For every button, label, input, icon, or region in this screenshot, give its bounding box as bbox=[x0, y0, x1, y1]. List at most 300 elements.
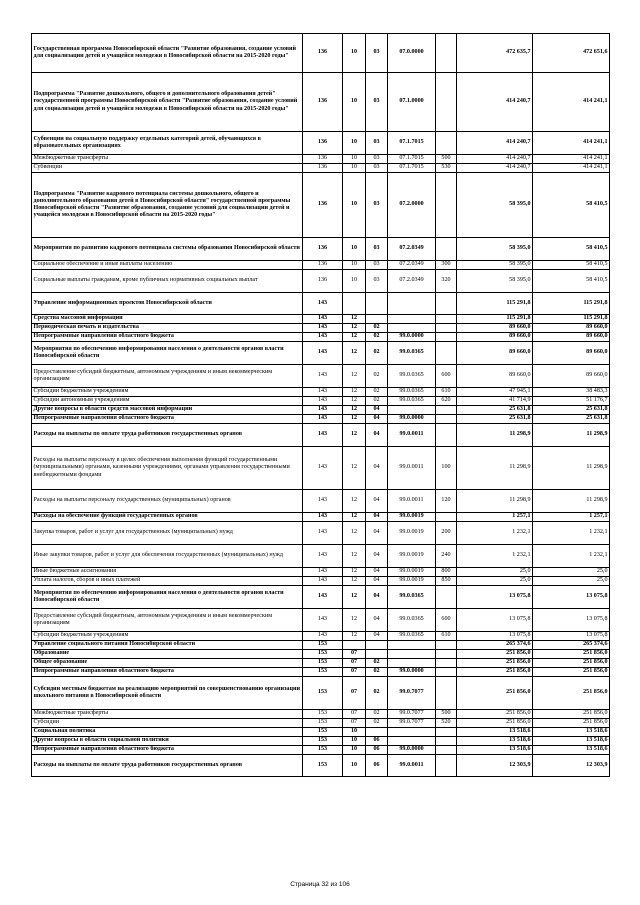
row-gr: 143 bbox=[303, 586, 343, 609]
table-row bbox=[32, 755, 610, 777]
row-sum-2016: 89 660,0 bbox=[457, 324, 533, 333]
table-row bbox=[32, 746, 610, 755]
row-rz: 07 bbox=[343, 710, 366, 719]
row-sum-2017: 472 651,6 bbox=[533, 34, 610, 73]
row-rz: 10 bbox=[343, 755, 366, 777]
row-name: Субсидии автономным учреждениям bbox=[32, 397, 303, 406]
row-rz: 12 bbox=[343, 513, 366, 522]
row-gr: 153 bbox=[303, 677, 343, 710]
row-csr: 99.0.0365 bbox=[388, 365, 436, 388]
row-vr: 620 bbox=[436, 397, 457, 406]
row-csr: 99.0.7077 bbox=[388, 677, 436, 710]
row-vr bbox=[436, 746, 457, 755]
row-pr: 03 bbox=[366, 73, 388, 132]
row-sum-2016: 25 631,8 bbox=[457, 406, 533, 415]
row-sum-2016: 251 856,0 bbox=[457, 650, 533, 659]
row-sum-2016: 58 395,0 bbox=[457, 261, 533, 270]
table-row bbox=[32, 728, 610, 737]
row-name: Управление информационных проектов Новосибирской области bbox=[32, 293, 303, 315]
row-sum-2016: 25,0 bbox=[457, 568, 533, 577]
row-pr: 03 bbox=[366, 270, 388, 293]
row-pr: 04 bbox=[366, 513, 388, 522]
row-pr: 02 bbox=[366, 719, 388, 728]
row-gr: 143 bbox=[303, 324, 343, 333]
row-csr: 99.0.0365 bbox=[388, 397, 436, 406]
row-sum-2017: 13 518,6 bbox=[533, 737, 610, 746]
row-sum-2016: 265 374,6 bbox=[457, 641, 533, 650]
table-row bbox=[32, 73, 610, 132]
row-pr: 02 bbox=[366, 333, 388, 342]
row-csr: 07.2.0000 bbox=[388, 173, 436, 238]
row-sum-2016: 251 856,0 bbox=[457, 677, 533, 710]
row-pr bbox=[366, 650, 388, 659]
row-sum-2016: 13 075,8 bbox=[457, 609, 533, 632]
row-pr: 06 bbox=[366, 737, 388, 746]
row-sum-2016: 89 660,0 bbox=[457, 365, 533, 388]
row-rz: 12 bbox=[343, 342, 366, 365]
row-sum-2016: 1 232,1 bbox=[457, 522, 533, 545]
row-sum-2016: 414 240,7 bbox=[457, 73, 533, 132]
table-row bbox=[32, 342, 610, 365]
row-gr: 153 bbox=[303, 659, 343, 668]
table-body bbox=[32, 34, 610, 777]
row-name: Субсидии бюджетным учреждениям bbox=[32, 632, 303, 641]
row-pr: 04 bbox=[366, 545, 388, 568]
budget-table-container bbox=[31, 33, 609, 777]
row-sum-2016: 1 232,1 bbox=[457, 545, 533, 568]
row-rz: 10 bbox=[343, 132, 366, 155]
row-sum-2016: 89 660,0 bbox=[457, 342, 533, 365]
row-rz: 12 bbox=[343, 490, 366, 513]
table-row bbox=[32, 155, 610, 164]
row-sum-2017: 13 518,6 bbox=[533, 746, 610, 755]
row-csr: 99.0.0000 bbox=[388, 333, 436, 342]
row-vr bbox=[436, 315, 457, 324]
page-number: Страница 32 из 106 bbox=[290, 881, 350, 888]
row-csr: 99.0.7077 bbox=[388, 710, 436, 719]
table-row bbox=[32, 365, 610, 388]
row-gr: 136 bbox=[303, 132, 343, 155]
row-name: Социальные выплаты гражданам, кроме публичных нормативных социальных выплат bbox=[32, 270, 303, 293]
row-rz: 12 bbox=[343, 397, 366, 406]
row-name: Непрограммные направления областного бюджета bbox=[32, 415, 303, 424]
table-row bbox=[32, 586, 610, 609]
row-rz: 07 bbox=[343, 677, 366, 710]
row-sum-2016: 251 856,0 bbox=[457, 659, 533, 668]
row-pr bbox=[366, 728, 388, 737]
table-row bbox=[32, 397, 610, 406]
row-csr bbox=[388, 406, 436, 415]
row-gr: 153 bbox=[303, 737, 343, 746]
table-row bbox=[32, 293, 610, 315]
row-name: Субвенции на социальную поддержку отдельных категорий детей, обучающихся в образовательных организациях bbox=[32, 132, 303, 155]
row-csr: 07.2.0349 bbox=[388, 270, 436, 293]
row-csr: 99.0.0019 bbox=[388, 513, 436, 522]
row-gr: 143 bbox=[303, 342, 343, 365]
row-pr: 04 bbox=[366, 406, 388, 415]
row-name: Закупка товаров, работ и услуг для государственных (муниципальных) нужд bbox=[32, 522, 303, 545]
row-sum-2017: 11 298,9 bbox=[533, 424, 610, 447]
row-rz: 10 bbox=[343, 173, 366, 238]
row-name: Уплата налогов, сборов и иных платежей bbox=[32, 577, 303, 586]
row-sum-2017: 1 232,1 bbox=[533, 522, 610, 545]
row-pr: 02 bbox=[366, 677, 388, 710]
row-pr: 04 bbox=[366, 577, 388, 586]
row-sum-2017: 251 856,0 bbox=[533, 677, 610, 710]
row-name: Непрограммные направления областного бюджета bbox=[32, 746, 303, 755]
row-rz: 07 bbox=[343, 668, 366, 677]
row-sum-2017: 58 410,5 bbox=[533, 238, 610, 261]
row-csr: 07.0.0000 bbox=[388, 34, 436, 73]
row-gr: 143 bbox=[303, 447, 343, 490]
row-pr: 02 bbox=[366, 388, 388, 397]
row-pr: 04 bbox=[366, 415, 388, 424]
row-pr: 04 bbox=[366, 447, 388, 490]
row-sum-2016: 47 945,1 bbox=[457, 388, 533, 397]
row-name: Расходы на выплаты по оплате труда работников государственных органов bbox=[32, 424, 303, 447]
row-gr: 153 bbox=[303, 755, 343, 777]
table-row bbox=[32, 641, 610, 650]
row-pr: 04 bbox=[366, 424, 388, 447]
row-rz bbox=[343, 641, 366, 650]
row-sum-2017: 265 374,6 bbox=[533, 641, 610, 650]
row-rz: 10 bbox=[343, 728, 366, 737]
row-sum-2017: 89 660,0 bbox=[533, 333, 610, 342]
row-sum-2017: 414 241,1 bbox=[533, 132, 610, 155]
row-rz: 10 bbox=[343, 261, 366, 270]
row-rz: 10 bbox=[343, 73, 366, 132]
row-name: Другие вопросы в области средств массовой информации bbox=[32, 406, 303, 415]
row-sum-2017: 1 257,1 bbox=[533, 513, 610, 522]
row-csr: 07.1.7015 bbox=[388, 132, 436, 155]
row-rz: 10 bbox=[343, 737, 366, 746]
row-csr: 99.0.0011 bbox=[388, 490, 436, 513]
row-sum-2016: 13 075,8 bbox=[457, 632, 533, 641]
row-pr: 04 bbox=[366, 568, 388, 577]
row-sum-2017: 58 410,5 bbox=[533, 173, 610, 238]
table-row bbox=[32, 164, 610, 173]
row-rz: 10 bbox=[343, 270, 366, 293]
row-gr: 143 bbox=[303, 522, 343, 545]
row-csr: 99.0.0365 bbox=[388, 388, 436, 397]
row-vr: 600 bbox=[436, 609, 457, 632]
table-row bbox=[32, 415, 610, 424]
row-vr: 520 bbox=[436, 719, 457, 728]
row-name: Другие вопросы в области социальной политики bbox=[32, 737, 303, 746]
row-name: Предоставление субсидий бюджетным, автономным учреждениям и иным некоммерческим организациям bbox=[32, 365, 303, 388]
row-name: Управление социального питания Новосибирской области bbox=[32, 641, 303, 650]
row-csr: 99.0.0019 bbox=[388, 577, 436, 586]
table-row bbox=[32, 333, 610, 342]
row-pr: 03 bbox=[366, 261, 388, 270]
table-row bbox=[32, 577, 610, 586]
row-vr: 300 bbox=[436, 261, 457, 270]
row-sum-2016: 251 856,0 bbox=[457, 668, 533, 677]
row-pr: 02 bbox=[366, 659, 388, 668]
row-rz: 12 bbox=[343, 568, 366, 577]
row-gr: 153 bbox=[303, 710, 343, 719]
row-sum-2017: 58 410,5 bbox=[533, 261, 610, 270]
row-gr: 136 bbox=[303, 155, 343, 164]
table-row bbox=[32, 522, 610, 545]
row-gr: 143 bbox=[303, 513, 343, 522]
row-sum-2017: 13 075,8 bbox=[533, 586, 610, 609]
row-sum-2016: 1 257,1 bbox=[457, 513, 533, 522]
row-sum-2016: 251 856,0 bbox=[457, 710, 533, 719]
row-csr bbox=[388, 650, 436, 659]
row-sum-2016: 251 856,0 bbox=[457, 719, 533, 728]
table-row bbox=[32, 34, 610, 73]
row-name: Иные закупки товаров, работ и услуг для обеспечения государственных (муниципальных) нужд bbox=[32, 545, 303, 568]
row-gr: 136 bbox=[303, 164, 343, 173]
row-pr: 04 bbox=[366, 522, 388, 545]
row-vr: 600 bbox=[436, 365, 457, 388]
row-rz: 12 bbox=[343, 424, 366, 447]
row-vr: 320 bbox=[436, 270, 457, 293]
row-vr bbox=[436, 728, 457, 737]
row-gr: 136 bbox=[303, 73, 343, 132]
table-row bbox=[32, 238, 610, 261]
row-vr bbox=[436, 342, 457, 365]
row-vr bbox=[436, 513, 457, 522]
row-sum-2017: 13 075,8 bbox=[533, 632, 610, 641]
row-vr: 500 bbox=[436, 710, 457, 719]
row-vr: 120 bbox=[436, 490, 457, 513]
row-sum-2017: 25 631,8 bbox=[533, 415, 610, 424]
row-pr: 03 bbox=[366, 238, 388, 261]
row-gr: 136 bbox=[303, 270, 343, 293]
row-gr: 143 bbox=[303, 415, 343, 424]
row-sum-2016: 11 298,9 bbox=[457, 490, 533, 513]
row-pr: 06 bbox=[366, 755, 388, 777]
row-rz: 12 bbox=[343, 324, 366, 333]
row-name: Подпрограмма "Развитие дошкольного, общего и дополнительного образования детей" государственной программы Новосибирской области "Развитие образования, создание условий для социализации детей и учащейся молодежи в Новосибирской области на 2015-2020 годы" bbox=[32, 73, 303, 132]
row-name: Субсидии местным бюджетам на реализацию мероприятий по совершенствованию организации школьного питания в Новосибирской области bbox=[32, 677, 303, 710]
row-csr: 99.0.7077 bbox=[388, 719, 436, 728]
row-pr: 02 bbox=[366, 342, 388, 365]
row-pr: 02 bbox=[366, 710, 388, 719]
row-gr: 143 bbox=[303, 333, 343, 342]
table-row bbox=[32, 406, 610, 415]
row-name: Расходы на выплаты по оплате труда работников государственных органов bbox=[32, 755, 303, 777]
row-gr: 153 bbox=[303, 668, 343, 677]
row-sum-2017: 1 232,1 bbox=[533, 545, 610, 568]
row-name: Иные бюджетные ассигнования bbox=[32, 568, 303, 577]
row-rz: 12 bbox=[343, 388, 366, 397]
row-gr: 136 bbox=[303, 261, 343, 270]
row-name: Социальное обеспечение и иные выплаты населению bbox=[32, 261, 303, 270]
row-gr: 143 bbox=[303, 632, 343, 641]
row-vr bbox=[436, 586, 457, 609]
row-csr: 99.0.0365 bbox=[388, 342, 436, 365]
row-vr bbox=[436, 641, 457, 650]
row-vr: 610 bbox=[436, 632, 457, 641]
row-rz: 12 bbox=[343, 586, 366, 609]
row-sum-2016: 414 240,7 bbox=[457, 132, 533, 155]
row-sum-2016: 58 395,0 bbox=[457, 238, 533, 261]
row-csr: 07.2.0349 bbox=[388, 238, 436, 261]
row-pr: 03 bbox=[366, 132, 388, 155]
row-name: Мероприятия по развитию кадрового потенциала системы образования Новосибирской области bbox=[32, 238, 303, 261]
row-pr: 02 bbox=[366, 397, 388, 406]
row-name: Мероприятия по обеспечению информирования населения о деятельности органов власти Новосибирской области bbox=[32, 342, 303, 365]
row-name: Субсидии бюджетным учреждениям bbox=[32, 388, 303, 397]
row-gr: 143 bbox=[303, 315, 343, 324]
row-rz: 10 bbox=[343, 238, 366, 261]
table-row bbox=[32, 132, 610, 155]
row-rz: 12 bbox=[343, 333, 366, 342]
row-name: Государственная программа Новосибирской области "Развитие образования, создание условий для социализации детей и учащейся молодежи в Новосибирской области на 2015-2020 годы" bbox=[32, 34, 303, 73]
table-row bbox=[32, 659, 610, 668]
row-rz: 07 bbox=[343, 719, 366, 728]
row-sum-2016: 13 075,8 bbox=[457, 586, 533, 609]
table-row bbox=[32, 173, 610, 238]
row-gr: 153 bbox=[303, 719, 343, 728]
row-vr bbox=[436, 238, 457, 261]
row-rz: 12 bbox=[343, 522, 366, 545]
row-sum-2017: 51 176,7 bbox=[533, 397, 610, 406]
row-sum-2017: 251 856,0 bbox=[533, 659, 610, 668]
row-pr bbox=[366, 315, 388, 324]
row-gr: 143 bbox=[303, 545, 343, 568]
table-row bbox=[32, 545, 610, 568]
row-rz: 12 bbox=[343, 365, 366, 388]
row-name: Расходы на выплаты персоналу государственных (муниципальных) органов bbox=[32, 490, 303, 513]
row-rz: 12 bbox=[343, 406, 366, 415]
row-sum-2016: 58 395,0 bbox=[457, 173, 533, 238]
row-pr: 02 bbox=[366, 365, 388, 388]
table-row bbox=[32, 324, 610, 333]
row-gr: 136 bbox=[303, 34, 343, 73]
row-vr bbox=[436, 755, 457, 777]
row-rz: 12 bbox=[343, 632, 366, 641]
row-csr: 07.1.7015 bbox=[388, 164, 436, 173]
row-rz: 12 bbox=[343, 545, 366, 568]
row-gr: 143 bbox=[303, 365, 343, 388]
row-sum-2016: 13 518,6 bbox=[457, 728, 533, 737]
row-sum-2016: 12 303,9 bbox=[457, 755, 533, 777]
row-sum-2016: 472 635,7 bbox=[457, 34, 533, 73]
row-name: Субсидии bbox=[32, 719, 303, 728]
row-sum-2017: 13 075,8 bbox=[533, 609, 610, 632]
row-name: Расходы на обеспечение функций государственных органов bbox=[32, 513, 303, 522]
table-row bbox=[32, 710, 610, 719]
row-rz: 12 bbox=[343, 315, 366, 324]
row-csr: 07.1.7015 bbox=[388, 155, 436, 164]
row-vr bbox=[436, 415, 457, 424]
row-gr: 143 bbox=[303, 293, 343, 315]
row-sum-2016: 11 298,9 bbox=[457, 424, 533, 447]
row-pr: 04 bbox=[366, 490, 388, 513]
row-pr bbox=[366, 293, 388, 315]
row-csr bbox=[388, 737, 436, 746]
row-rz bbox=[343, 293, 366, 315]
row-rz: 10 bbox=[343, 34, 366, 73]
row-name: Непрограммные направления областного бюджета bbox=[32, 333, 303, 342]
row-gr: 143 bbox=[303, 406, 343, 415]
row-rz: 10 bbox=[343, 164, 366, 173]
row-pr: 06 bbox=[366, 746, 388, 755]
row-sum-2017: 115 291,8 bbox=[533, 293, 610, 315]
row-sum-2016: 11 298,9 bbox=[457, 447, 533, 490]
row-name: Подпрограмма "Развитие кадрового потенциала системы дошкольного, общего и дополнительного образования детей в Новосибирской области" государственной программы Новосибирской области "Развитие образования, создание условий для социализации детей и учащейся молодежи в Новосибирской области на 2015-2020 годы" bbox=[32, 173, 303, 238]
row-rz: 12 bbox=[343, 415, 366, 424]
row-pr bbox=[366, 641, 388, 650]
row-gr: 136 bbox=[303, 173, 343, 238]
row-name: Межбюджетные трансферты bbox=[32, 710, 303, 719]
row-pr: 02 bbox=[366, 324, 388, 333]
row-csr bbox=[388, 728, 436, 737]
row-csr: 99.0.0011 bbox=[388, 424, 436, 447]
table-row bbox=[32, 650, 610, 659]
row-csr: 99.0.0019 bbox=[388, 568, 436, 577]
row-pr: 02 bbox=[366, 668, 388, 677]
row-sum-2017: 115 291,8 bbox=[533, 315, 610, 324]
row-sum-2017: 251 856,0 bbox=[533, 650, 610, 659]
row-sum-2017: 414 241,1 bbox=[533, 164, 610, 173]
row-vr bbox=[436, 333, 457, 342]
row-gr: 143 bbox=[303, 424, 343, 447]
table-row bbox=[32, 424, 610, 447]
row-pr: 04 bbox=[366, 586, 388, 609]
table-row bbox=[32, 261, 610, 270]
row-sum-2016: 115 291,8 bbox=[457, 315, 533, 324]
row-vr: 200 bbox=[436, 522, 457, 545]
row-sum-2017: 251 856,0 bbox=[533, 719, 610, 728]
row-name: Периодическая печать и издательства bbox=[32, 324, 303, 333]
row-vr: 500 bbox=[436, 155, 457, 164]
row-sum-2017: 25,0 bbox=[533, 568, 610, 577]
row-sum-2017: 25,0 bbox=[533, 577, 610, 586]
row-gr: 143 bbox=[303, 490, 343, 513]
row-rz: 12 bbox=[343, 447, 366, 490]
table-row bbox=[32, 609, 610, 632]
row-rz: 07 bbox=[343, 650, 366, 659]
row-csr: 99.0.0011 bbox=[388, 755, 436, 777]
row-sum-2017: 414 241,1 bbox=[533, 73, 610, 132]
row-sum-2017: 89 660,0 bbox=[533, 342, 610, 365]
row-gr: 143 bbox=[303, 609, 343, 632]
row-sum-2017: 38 483,3 bbox=[533, 388, 610, 397]
row-csr: 99.0.0000 bbox=[388, 668, 436, 677]
row-sum-2016: 414 240,7 bbox=[457, 164, 533, 173]
row-name: Социальная политика bbox=[32, 728, 303, 737]
row-csr bbox=[388, 315, 436, 324]
row-vr bbox=[436, 424, 457, 447]
row-sum-2017: 251 856,0 bbox=[533, 668, 610, 677]
table-row bbox=[32, 315, 610, 324]
row-csr: 99.0.0000 bbox=[388, 415, 436, 424]
row-csr: 99.0.0365 bbox=[388, 609, 436, 632]
row-gr: 143 bbox=[303, 568, 343, 577]
row-csr: 07.1.0000 bbox=[388, 73, 436, 132]
row-csr: 99.0.0000 bbox=[388, 746, 436, 755]
budget-table bbox=[31, 33, 610, 777]
row-sum-2016: 13 518,6 bbox=[457, 746, 533, 755]
row-vr bbox=[436, 668, 457, 677]
row-vr bbox=[436, 173, 457, 238]
row-sum-2017: 13 518,6 bbox=[533, 728, 610, 737]
row-rz: 12 bbox=[343, 577, 366, 586]
table-row bbox=[32, 388, 610, 397]
row-vr bbox=[436, 293, 457, 315]
row-sum-2017: 58 410,5 bbox=[533, 270, 610, 293]
row-vr: 610 bbox=[436, 388, 457, 397]
table-row bbox=[32, 513, 610, 522]
row-csr: 99.0.0019 bbox=[388, 545, 436, 568]
row-vr: 800 bbox=[436, 568, 457, 577]
row-csr: 99.0.0365 bbox=[388, 632, 436, 641]
